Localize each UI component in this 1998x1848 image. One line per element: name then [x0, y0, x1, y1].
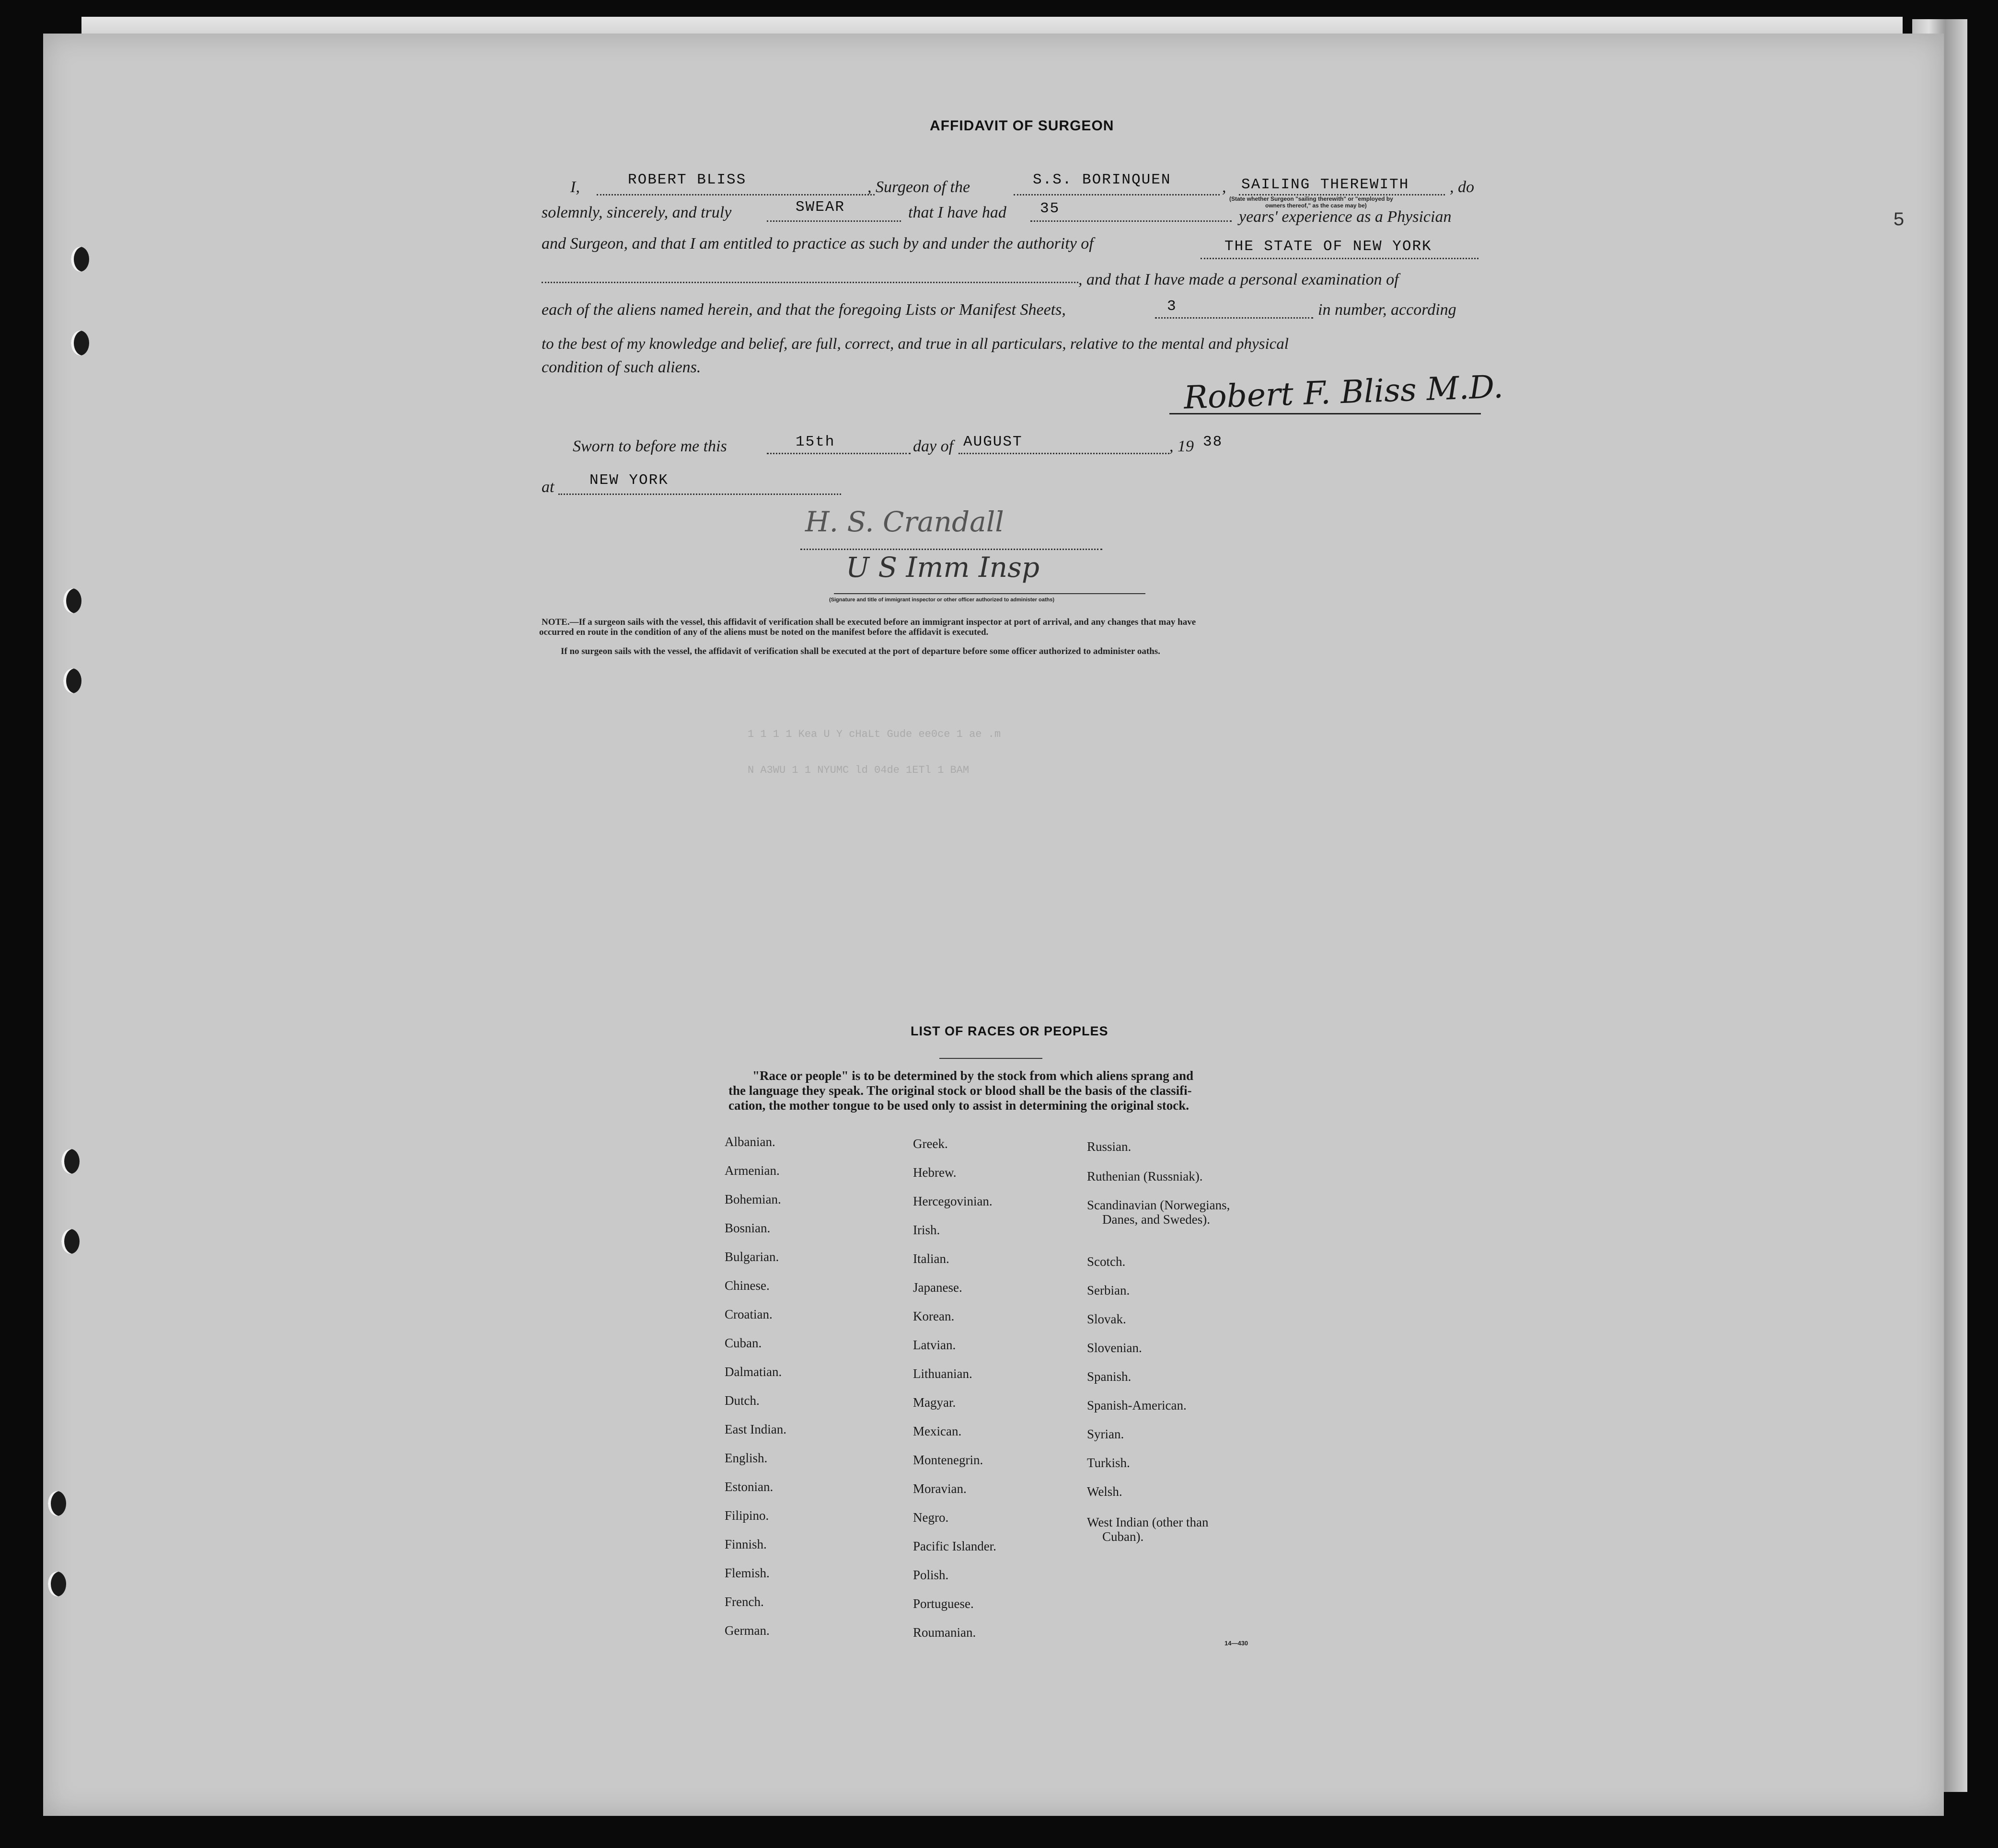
race-entry: German.	[725, 1623, 770, 1638]
race-entry: Filipino.	[725, 1508, 769, 1523]
race-entry: Danes, and Swedes).	[1102, 1212, 1210, 1227]
race-entry: Serbian.	[1087, 1283, 1130, 1297]
race-entry: Italian.	[913, 1251, 949, 1266]
race-entry: Welsh.	[1087, 1484, 1122, 1499]
note-text: occurred en route in the condition of any of the aliens must be noted on the manifest before the affidavit is executed.	[539, 627, 989, 637]
races-intro: "Race or people" is to be determined by the stock from which aliens sprang and	[752, 1068, 1193, 1083]
race-entry: Mexican.	[913, 1424, 962, 1438]
race-entry: Korean.	[913, 1309, 955, 1323]
blank-line	[767, 453, 911, 454]
race-entry: Bulgarian.	[725, 1250, 779, 1264]
binder-hole	[63, 668, 81, 693]
bleed-through-text: N A3WU 1 1 NYUMC ld 04de 1ETl 1 BAM	[748, 764, 970, 776]
surgeon-name: ROBERT BLISS	[628, 172, 747, 188]
race-entry: Cuban.	[725, 1336, 762, 1350]
race-entry: Hercegovinian.	[913, 1194, 993, 1208]
race-entry: Scandinavian (Norwegians,	[1087, 1198, 1230, 1212]
sworn-text: , 19	[1169, 437, 1194, 455]
binder-hole	[61, 1149, 80, 1174]
affidavit-text: solemnly, sincerely, and truly	[542, 204, 732, 221]
blank-line	[1201, 258, 1478, 259]
affidavit-text: each of the aliens named herein, and that the foregoing Lists or Manifest Sheets,	[542, 301, 1066, 319]
race-entry: Roumanian.	[913, 1625, 976, 1640]
officer-signature: H. S. Crandall	[805, 505, 1004, 538]
authority: THE STATE OF NEW YORK	[1224, 238, 1432, 255]
affidavit-title: AFFIDAVIT OF SURGEON	[930, 118, 1114, 134]
race-entry: East Indian.	[725, 1422, 786, 1436]
races-intro: the language they speak. The original stock or blood shall be the basis of the classifi-	[728, 1083, 1192, 1098]
race-entry: Pacific Islander.	[913, 1539, 996, 1553]
affidavit-text: ,	[1222, 178, 1226, 196]
affidavit-text: to the best of my knowledge and belief, are full, correct, and true in all particulars, relative to the mental and physical	[542, 335, 1289, 353]
race-entry: Montenegrin.	[913, 1453, 983, 1467]
race-entry: French.	[725, 1595, 764, 1609]
race-entry: Estonian.	[725, 1480, 774, 1494]
officer-caption: (Signature and title of immigrant inspector or other officer authorized to administer oaths)	[829, 597, 1054, 603]
affidavit-text: condition of such aliens.	[542, 358, 701, 376]
race-entry: Scotch.	[1087, 1254, 1126, 1269]
sworn-text: at	[542, 478, 554, 496]
race-entry: Greek.	[913, 1136, 948, 1151]
title-underline	[939, 1058, 1042, 1059]
race-entry: Bohemian.	[725, 1192, 781, 1206]
blank-line	[1030, 220, 1232, 222]
blank-line	[542, 282, 1078, 283]
race-entry: Armenian.	[725, 1163, 780, 1178]
affidavit-text: in number, according	[1318, 301, 1456, 319]
bleed-through-text: 1 1 1 1 Kea U Y cHaLt Gude ee0ce 1 ae .m	[748, 728, 1001, 740]
affidavit-text: that I have had	[908, 204, 1006, 221]
sworn-month: AUGUST	[963, 434, 1023, 450]
page-number: 5	[1893, 210, 1906, 231]
race-entry: Hebrew.	[913, 1165, 957, 1180]
affidavit-text: , do	[1450, 178, 1474, 196]
blank-line	[597, 194, 875, 195]
race-entry: Slovenian.	[1087, 1341, 1142, 1355]
oath-word: SWEAR	[796, 199, 845, 216]
race-entry: Polish.	[913, 1568, 949, 1582]
races-intro: cation, the mother tongue to be used only to assist in determining the original stock.	[728, 1098, 1190, 1113]
signature-line	[1169, 413, 1481, 414]
sworn-text: Sworn to before me this	[573, 437, 727, 455]
race-entry: Turkish.	[1087, 1456, 1130, 1470]
affidavit-text: I,	[570, 178, 580, 196]
race-entry: Ruthenian (Russniak).	[1087, 1169, 1203, 1183]
race-entry: Slovak.	[1087, 1312, 1126, 1326]
signature-line	[834, 593, 1145, 594]
race-entry: Moravian.	[913, 1481, 967, 1496]
race-entry: Dutch.	[725, 1393, 760, 1408]
binder-hole	[48, 1572, 66, 1596]
race-entry: West Indian (other than	[1087, 1515, 1209, 1529]
blank-line	[800, 549, 1102, 550]
race-entry: Chinese.	[725, 1278, 770, 1293]
race-entry: Spanish.	[1087, 1369, 1132, 1384]
blank-line	[959, 453, 1169, 454]
affidavit-text: years' experience as a Physician	[1239, 208, 1452, 226]
race-entry: Bosnian.	[725, 1221, 771, 1235]
race-entry: Irish.	[913, 1223, 940, 1237]
race-entry: English.	[725, 1451, 768, 1465]
binder-hole	[61, 1229, 80, 1254]
binder-hole	[48, 1491, 66, 1516]
sworn-place: NEW YORK	[589, 472, 669, 489]
years-experience: 35	[1040, 200, 1060, 217]
vessel-name: S.S. BORINQUEN	[1033, 172, 1171, 188]
race-entry: Portuguese.	[913, 1596, 974, 1611]
race-entry: Albanian.	[725, 1135, 775, 1149]
blank-line	[1155, 317, 1313, 319]
officer-title: U S Imm Insp	[846, 551, 1039, 584]
note-text: If no surgeon sails with the vessel, the affidavit of verification shall be executed at the port of departure before some officer authorized to administer oaths.	[561, 646, 1160, 656]
manifest-sheet-count: 3	[1167, 298, 1177, 315]
race-entry: Dalmatian.	[725, 1365, 782, 1379]
races-title: LIST OF RACES OR PEOPLES	[911, 1024, 1109, 1038]
capacity-instruction: owners thereof," as the case may be)	[1265, 202, 1367, 209]
race-entry: Spanish-American.	[1087, 1398, 1187, 1412]
affidavit-text: and Surgeon, and that I am entitled to practice as such by and under the authority of	[542, 235, 1094, 253]
race-entry: Negro.	[913, 1510, 949, 1525]
surgeon-signature: Robert F. Bliss M.D.	[1183, 368, 1504, 416]
binder-hole	[71, 247, 89, 272]
race-entry: Lithuanian.	[913, 1366, 972, 1381]
race-entry: Latvian.	[913, 1338, 956, 1352]
race-entry: Finnish.	[725, 1537, 767, 1551]
blank-line	[558, 494, 841, 495]
sworn-day: 15th	[796, 434, 835, 450]
capacity-instruction: (State whether Surgeon "sailing therewith" or "employed by	[1229, 195, 1393, 202]
surgeon-capacity: SAILING THEREWITH	[1241, 176, 1409, 193]
race-entry: Flemish.	[725, 1566, 770, 1580]
form-number: 14—430	[1224, 1640, 1248, 1647]
race-entry: Russian.	[1087, 1139, 1132, 1154]
race-entry: Magyar.	[913, 1395, 956, 1410]
affidavit-text: , and that I have made a personal examination of	[1078, 271, 1399, 288]
race-entry: Syrian.	[1087, 1427, 1124, 1441]
race-entry: Croatian.	[725, 1307, 773, 1321]
note-text: NOTE.—If a surgeon sails with the vessel, this affidavit of verification shall be executed before an immigrant inspector at port of arrival, and any changes that may have	[542, 617, 1196, 627]
race-entry: Japanese.	[913, 1280, 962, 1295]
binder-hole	[71, 331, 89, 356]
race-entry: Cuban).	[1102, 1529, 1144, 1544]
blank-line	[767, 220, 901, 222]
binder-hole	[63, 588, 81, 613]
sworn-text: day of	[913, 437, 954, 455]
affidavit-text: , Surgeon of the	[867, 178, 970, 196]
sworn-year: 38	[1203, 434, 1223, 450]
blank-line	[1014, 194, 1220, 195]
